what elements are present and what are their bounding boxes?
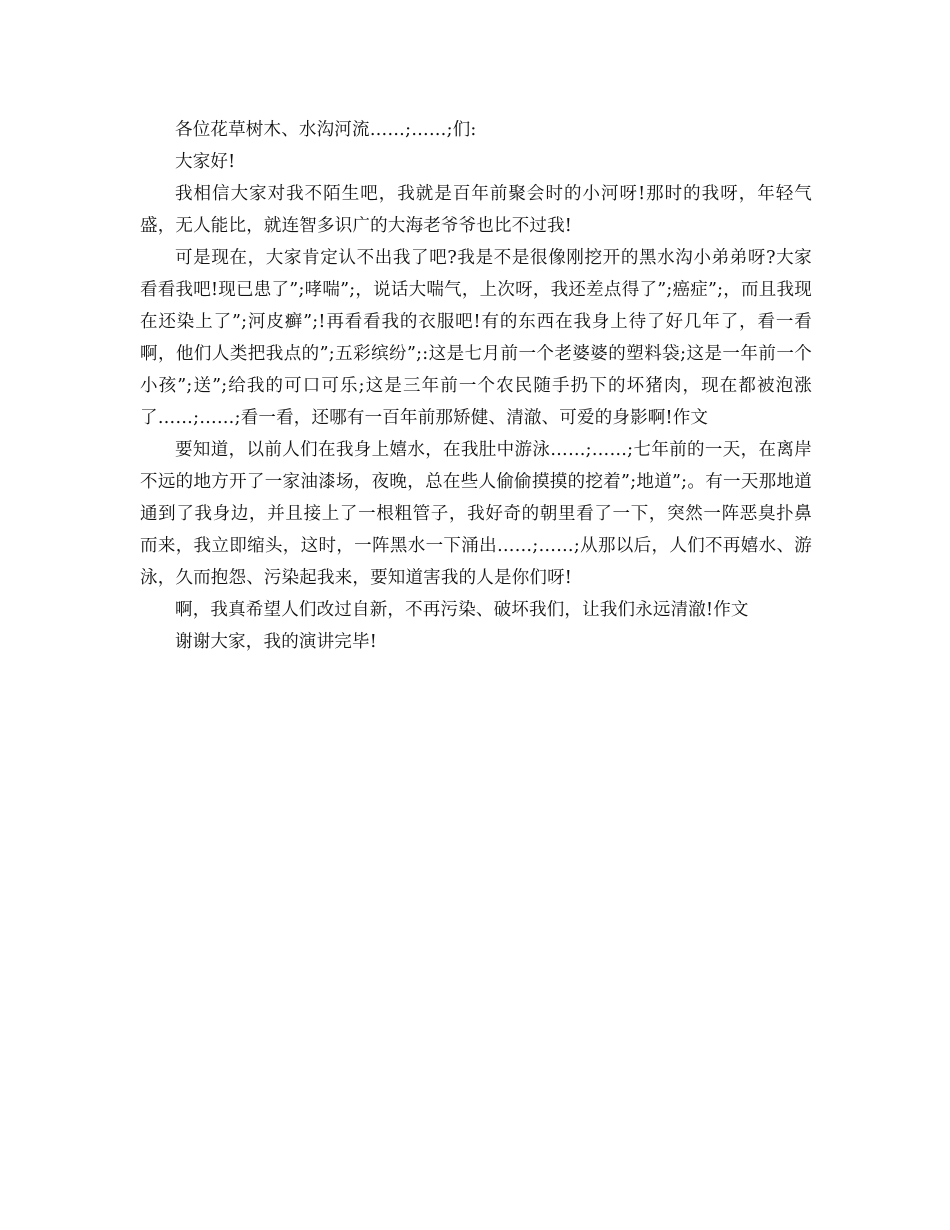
- salutation-paragraph: 各位花草树木、水沟河流……;……;们:: [175, 120, 477, 140]
- closing-paragraph: 谢谢大家，我的演讲完毕!: [175, 632, 377, 652]
- body-paragraph: 我相信大家对我不陌生吧，我就是百年前聚会时的小河呀!那时的我呀，年轻气盛，无人能比，就连智多识广的大海老爷爷也比不过我!: [140, 184, 812, 236]
- body-paragraph: 要知道，以前人们在我身上嬉水，在我肚中游泳……;……;七年前的一天，在离岸不远的地方开了一家油漆场，夜晚，总在些人偷偷摸摸的挖着”;地道”;。有一天那地道通到了我身边，并且接上了一根粗管子，我好奇的朝里看了一下，突然一阵恶臭扑鼻而来，我立即缩头，这时，一阵黑水一下涌出……;……;从那以后，人们不再嬉水、游泳，久而抱怨、污染起我来，要知道害我的人是你们呀!: [140, 440, 812, 588]
- body-paragraph: 啊，我真希望人们改过自新，不再污染、破坏我们，让我们永远清澈!作文: [175, 600, 749, 620]
- body-paragraph: 可是现在，大家肯定认不出我了吧?我是不是很像刚挖开的黑水沟小弟弟呀?大家看看我吧!现已患了”;哮喘”;，说话大喘气，上次呀，我还差点得了”;癌症”;，而且我现在还染上了”;河皮癣”;!再看看我的衣服吧!有的东西在我身上待了好几年了，看一看啊，他们人类把我点的”;五彩缤纷”;:这是七月前一个老婆婆的塑料袋;这是一年前一个小孩”;送”;给我的可口可乐;这是三年前一个农民随手扔下的坏猪肉，现在都被泡涨了……;……;看一看，还哪有一百年前那矫健、清澈、可爱的身影啊!作文: [140, 248, 812, 428]
- greeting-paragraph: 大家好!: [175, 152, 236, 172]
- document-body: [140, 114, 812, 658]
